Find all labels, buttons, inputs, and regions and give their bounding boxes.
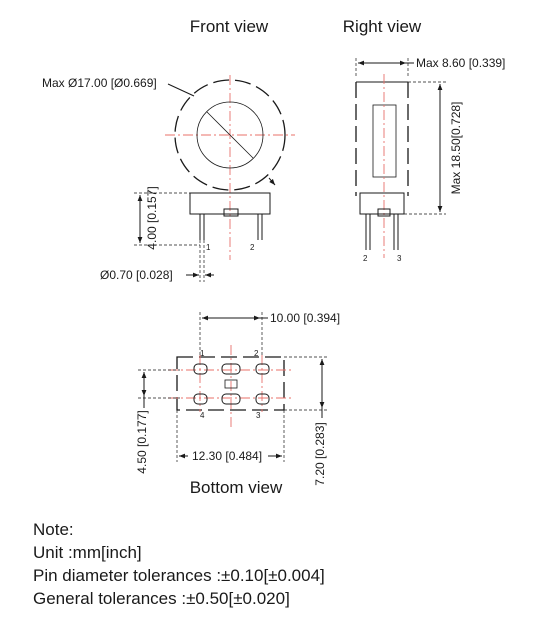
bottom-pin-2-label: 2: [254, 349, 259, 358]
note-pin-tolerance: Pin diameter tolerances :±0.10[±0.004]: [33, 566, 325, 585]
bottom-view-title: Bottom view: [189, 478, 283, 497]
bottom-pin-pad-4: [194, 394, 207, 404]
bottom-pin-pad-3: [256, 394, 269, 404]
note-heading: Note:: [33, 520, 74, 539]
right-view: [343, 17, 506, 263]
front-view: [42, 17, 295, 282]
bottom-pin-1-label: 1: [200, 349, 205, 358]
bottom-pin-4-label: 4: [200, 411, 205, 420]
width-12-3-label: 12.30 [0.484]: [192, 449, 263, 463]
pitch-10-label: 10.00 [0.394]: [270, 311, 341, 325]
max-depth-label: Max 8.60 [0.339]: [416, 56, 506, 70]
spacing-4-5-label: 4.50 [0.177]: [135, 410, 149, 474]
pin-diameter-label: Ø0.70 [0.028]: [100, 268, 173, 282]
bottom-pin-pad-2: [256, 364, 269, 374]
right-base: [360, 193, 404, 214]
bottom-pin-3-label: 3: [256, 411, 261, 420]
note-general-tolerance: General tolerances :±0.50[±0.020]: [33, 589, 290, 608]
front-view-title: Front view: [189, 17, 269, 36]
front-pin-1-label: 1: [206, 243, 211, 252]
front-base-tab: [224, 209, 238, 216]
bottom-pin-pad-1: [194, 364, 207, 374]
bottom-view: [135, 311, 340, 497]
right-pin-2-label: 2: [363, 254, 368, 263]
height-4-label: 4.00 [0.157]: [145, 186, 159, 250]
max-height-label: Max 18.50[0.728]: [449, 101, 463, 195]
front-pin-2-label: 2: [250, 243, 255, 252]
right-view-title: Right view: [342, 17, 422, 36]
right-knob: [373, 105, 396, 177]
length-7-2-label: 7.20 [0.283]: [313, 422, 327, 486]
note-unit: Unit :mm[inch]: [33, 543, 142, 562]
max-diameter-label: Max Ø17.00 [Ø0.669]: [42, 76, 157, 90]
right-pin-3-label: 3: [397, 254, 402, 263]
diameter-leader: [168, 84, 194, 96]
diameter-leader-end: [269, 178, 275, 185]
